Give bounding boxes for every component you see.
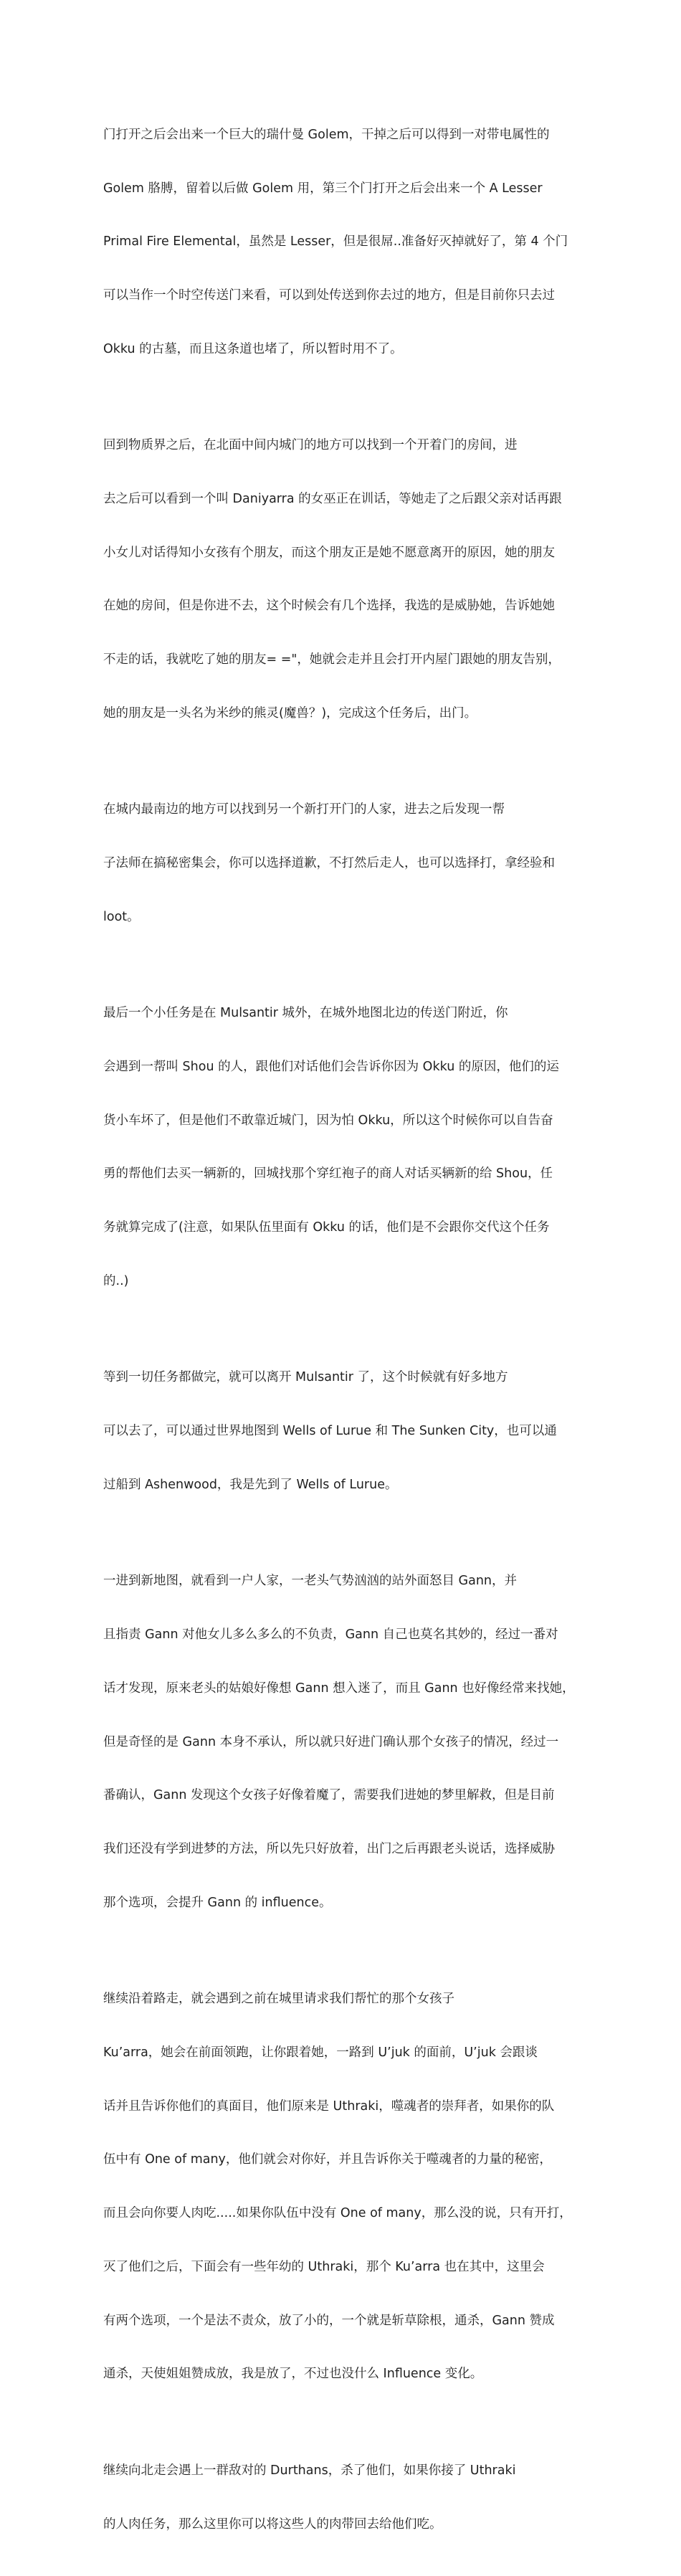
text-line: 继续沿着路走，就会遇到之前在城里请求我们帮忙的那个女孩子 <box>103 1992 454 2007</box>
text-line: loot。 <box>103 909 140 924</box>
paragraph-daniyarra <box>103 401 588 758</box>
text-line: 那个选项，会提升 Gann 的 influence。 <box>103 1895 332 1910</box>
text-line: 回到物质界之后，在北面中间内城门的地方可以找到一个开着门的房间，进 <box>103 438 518 453</box>
text-line: 在她的房间，但是你进不去，这个时候会有几个选择，我选的是威胁她，告诉她她 <box>103 599 555 614</box>
text-line: 子法师在搞秘密集会，你可以选择道歉，不打然后走人，也可以选择打，拿经验和 <box>103 856 555 871</box>
paragraph-secret-meeting <box>103 766 588 962</box>
text-line: 而且会向你要人肉吃.....如果你队伍中没有 One of many，那么没的说，只有开打， <box>103 2206 572 2221</box>
text-line: 的人肉任务，那么这里你可以将这些人的肉带回去给他们吃。 <box>103 2516 442 2532</box>
text-line: 可以去了，可以通过世界地图到 Wells of Lurue 和 The Sunken City，也可以通 <box>103 1424 557 1439</box>
text-line: 有两个选项，一个是法不责众，放了小的，一个就是斩草除根，通杀，Gann 赞成 <box>103 2313 555 2328</box>
document-body <box>103 90 588 2576</box>
text-line: 灭了他们之后，下面会有一些年幼的 Uthraki，那个 Ku’arra 也在其中，这里会 <box>103 2259 545 2274</box>
text-line: 勇的帮他们去买一辆新的，回城找那个穿红袍子的商人对话买辆新的给 Shou，任 <box>103 1166 553 1182</box>
text-line: 最后一个小任务是在 Mulsantir 城外，在城外地图北边的传送门附近，你 <box>103 1006 508 1021</box>
paragraph-gann-house <box>103 1537 588 1948</box>
text-line: 货小车坏了，但是他们不敢靠近城门，因为怕 Okku，所以这个时候你可以自告奋 <box>103 1113 553 1128</box>
text-line: Ku’arra，她会在前面领跑，让你跟着她，一路到 U’juk 的面前，U’juk 会跟谈 <box>103 2045 538 2060</box>
text-line: Okku 的古墓，而且这条道也堵了，所以暂时用不了。 <box>103 341 403 356</box>
text-line: 番确认，Gann 发现这个女孩子好像着魔了，需要我们进她的梦里解救，但是目前 <box>103 1788 555 1803</box>
text-line: 可以当作一个时空传送门来看，可以到处传送到你去过的地方，但是目前你只去过 <box>103 287 555 303</box>
text-line: 我们还没有学到进梦的方法，所以先只好放着，出门之后再跟老头说话，选择威胁 <box>103 1842 555 1856</box>
text-line: 继续向北走会遇上一群敌对的 Durthans，杀了他们，如果你接了 Uthraki <box>103 2463 516 2478</box>
text-line: 且指责 Gann 对他女儿多么多么的不负责，Gann 自己也莫名其妙的，经过一番对 <box>103 1627 558 1643</box>
text-line: 她的朋友是一头名为米纱的熊灵(魔兽？)，完成这个任务后，出门。 <box>103 705 477 721</box>
paragraph-shou-cart <box>103 969 588 1326</box>
text-line: 过船到 Ashenwood，我是先到了 Wells of Lurue。 <box>103 1477 398 1492</box>
text-line: 小女儿对话得知小女孩有个朋友，而这个朋友正是她不愿意离开的原因，她的朋友 <box>103 545 555 560</box>
text-line: 但是奇怪的是 Gann 本身不承认，所以就只好进门确认那个女孩子的情况，经过一 <box>103 1734 559 1749</box>
paragraph-uthraki <box>103 1954 588 2419</box>
text-line: 去之后可以看到一个叫 Daniyarra 的女巫正在训话，等她走了之后跟父亲对话再跟 <box>103 491 562 506</box>
paragraph-leave-mulsantir <box>103 1334 588 1530</box>
text-line: 务就算完成了(注意，如果队伍里面有 Okku 的话，他们是不会跟你交代这个任务 <box>103 1220 550 1235</box>
text-line: Primal Fire Elemental，虽然是 Lesser，但是很屌..准备好灭掉就好了，第 4 个门 <box>103 234 568 249</box>
text-line: 通杀，天使姐姐赞成放，我是放了，不过也没什么 Influence 变化。 <box>103 2367 483 2382</box>
paragraph-golem-gates <box>103 90 588 394</box>
text-line: 门打开之后会出来一个巨大的瑞什曼 Golem，干掉之后可以得到一对带电属性的 <box>103 127 550 142</box>
text-line: 话并且告诉你他们的真面目，他们原来是 Uthraki，噬魂者的崇拜者，如果你的队 <box>103 2099 555 2114</box>
text-line: 的..) <box>103 1273 129 1288</box>
text-line: 会遇到一帮叫 Shou 的人，跟他们对话他们会告诉你因为 Okku 的原因，他们的运 <box>103 1060 559 1075</box>
text-line: 不走的话，我就吃了她的朋友= ="，她就会走并且会打开内屋门跟她的朋友告别， <box>103 652 561 667</box>
paragraph-durthans <box>103 2426 588 2569</box>
text-line: 等到一切任务都做完，就可以离开 Mulsantir 了，这个时候就有好多地方 <box>103 1370 508 1385</box>
text-line: Golem 胳膊，留着以后做 Golem 用，第三个门打开之后会出来一个 A Lesser <box>103 181 543 196</box>
text-line: 一进到新地图，就看到一户人家，一老头气势汹汹的站外面怒目 Gann，并 <box>103 1574 518 1589</box>
text-line: 话才发现，原来老头的姑娘好像想 Gann 想入迷了，而且 Gann 也好像经常来找她， <box>103 1681 575 1696</box>
text-line: 伍中有 One of many，他们就会对你好，并且告诉你关于噬魂者的力量的秘密， <box>103 2152 552 2167</box>
text-line: 在城内最南边的地方可以找到另一个新打开门的人家，进去之后发现一帮 <box>103 802 505 817</box>
